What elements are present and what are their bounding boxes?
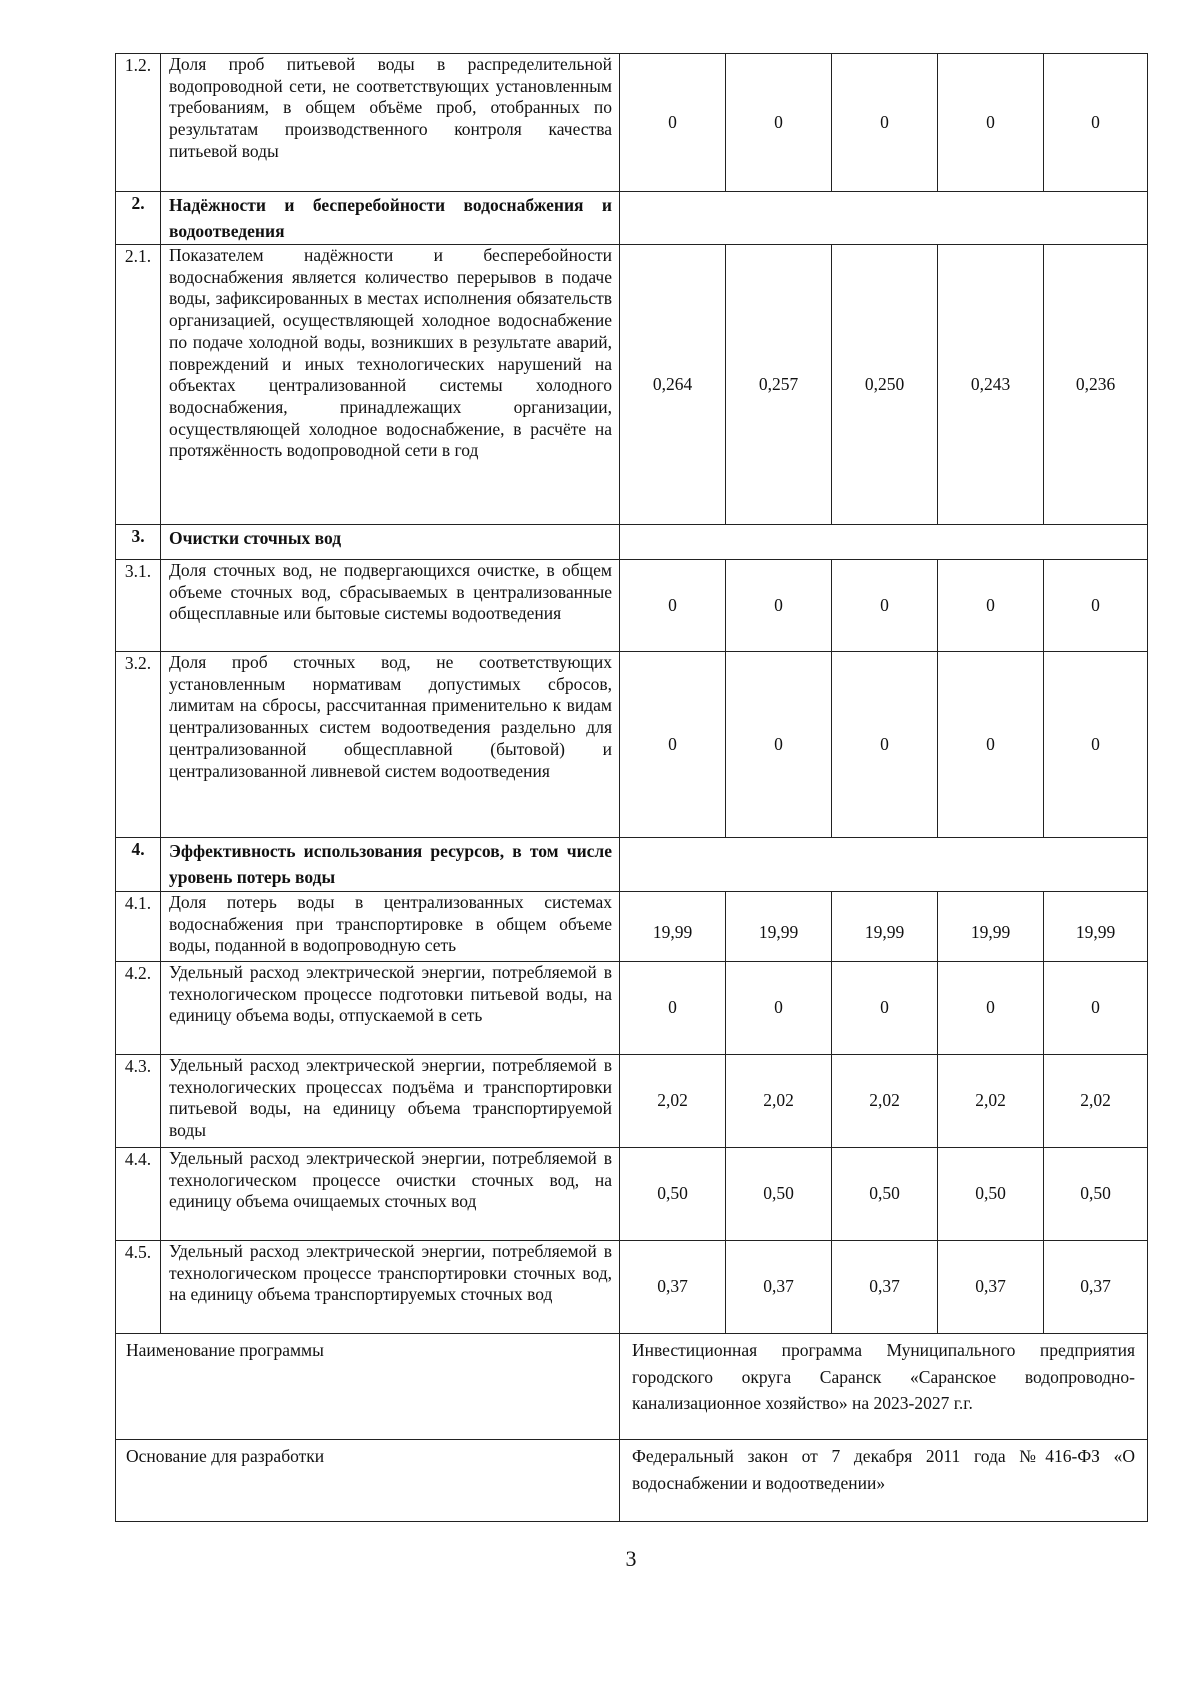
section-title: Надёжности и бесперебойности водоснабжения и водоотведения xyxy=(161,192,620,245)
value-cell: 0 xyxy=(726,560,832,652)
row-number: 4.2. xyxy=(116,962,161,1055)
value-cell: 0,50 xyxy=(620,1148,726,1241)
value-cell: 0 xyxy=(938,962,1044,1055)
indicators-table xyxy=(115,53,1148,1522)
program-row xyxy=(116,1334,1148,1440)
value-cell: 0,50 xyxy=(938,1148,1044,1241)
row-description: Доля проб питьевой воды в распределительной водопроводной сети, не соответствующих установленным требованиям, в общем объёме проб, отобранных по результатам производственного контроля качества питьевой воды xyxy=(161,54,620,192)
value-cell: 0 xyxy=(1044,652,1148,838)
table-row xyxy=(116,54,1148,192)
value-cell: 0,37 xyxy=(726,1241,832,1334)
table-row xyxy=(116,1148,1148,1241)
row-description: Показателем надёжности и бесперебойности водоснабжения является количество перерывов в подаче воды, зафиксированных в местах исполнения обязательств организацией, осуществляющей холодное водоснабжение по подаче холодной воды, возникших в результате аварий, повреждений и иных технологических нарушений на объектах централизованной системы холодного водоснабжения, принадлежащих организации, осуществляющей холодное водоснабжение, в расчёте на протяжённость водопроводной сети в год xyxy=(161,245,620,525)
value-cell: 2,02 xyxy=(620,1055,726,1148)
value-cell: 0 xyxy=(1044,962,1148,1055)
row-description: Доля проб сточных вод, не соответствующих установленным нормативам допустимых сбросов, лимитам на сбросы, рассчитанная применительно к видам централизованных систем водоотведения раздельно для централизованной общесплавной (бытовой) и централизованной ливневой систем водоотведения xyxy=(161,652,620,838)
row-description: Удельный расход электрической энергии, потребляемой в технологических процессах подъёма и транспортировки питьевой воды, на единицу объема транспортируемой воды xyxy=(161,1055,620,1148)
row-number: 1.2. xyxy=(116,54,161,192)
value-cell: 0 xyxy=(726,54,832,192)
program-value: Инвестиционная программа Муниципального предприятия городского округа Саранск «Саранское водопроводно-канализационное хозяйство» на 2023-2027 г.г. xyxy=(620,1334,1148,1440)
value-cell: 0 xyxy=(832,560,938,652)
value-cell: 19,99 xyxy=(726,892,832,962)
section-number: 3. xyxy=(116,525,161,560)
basis-row xyxy=(116,1440,1148,1522)
value-cell: 0,250 xyxy=(832,245,938,525)
row-number: 2.1. xyxy=(116,245,161,525)
value-cell: 2,02 xyxy=(832,1055,938,1148)
table-row xyxy=(116,962,1148,1055)
value-cell: 0 xyxy=(1044,54,1148,192)
value-cell: 19,99 xyxy=(938,892,1044,962)
row-number: 4.3. xyxy=(116,1055,161,1148)
row-number: 3.1. xyxy=(116,560,161,652)
value-cell: 0 xyxy=(726,962,832,1055)
section-title: Эффективность использования ресурсов, в том числе уровень потерь воды xyxy=(161,838,620,892)
value-cell: 0,236 xyxy=(1044,245,1148,525)
table-row xyxy=(116,245,1148,525)
value-cell: 0 xyxy=(832,652,938,838)
value-cell: 0,50 xyxy=(832,1148,938,1241)
section-row xyxy=(116,192,1148,245)
value-cell: 0 xyxy=(938,560,1044,652)
row-description: Удельный расход электрической энергии, потребляемой в технологическом процессе транспортировки сточных вод, на единицу объема транспортируемых сточных вод xyxy=(161,1241,620,1334)
value-cell: 0,37 xyxy=(1044,1241,1148,1334)
row-number: 4.5. xyxy=(116,1241,161,1334)
value-cell: 0 xyxy=(726,652,832,838)
basis-value: Федеральный закон от 7 декабря 2011 года №416-ФЗ «О водоснабжении и водоотведении» xyxy=(620,1440,1148,1522)
value-cell: 0,264 xyxy=(620,245,726,525)
value-cell: 0,257 xyxy=(726,245,832,525)
table-row xyxy=(116,1055,1148,1148)
row-description: Доля потерь воды в централизованных системах водоснабжения при транспортировке в общем объеме воды, поданной в водопроводную сеть xyxy=(161,892,620,962)
value-cell: 0,243 xyxy=(938,245,1044,525)
value-cell: 19,99 xyxy=(832,892,938,962)
value-cell: 0,50 xyxy=(726,1148,832,1241)
row-number: 4.4. xyxy=(116,1148,161,1241)
value-cell: 0,37 xyxy=(620,1241,726,1334)
row-description: Удельный расход электрической энергии, потребляемой в технологическом процессе подготовки питьевой воды, на единицу объема воды, отпускаемой в сеть xyxy=(161,962,620,1055)
value-cell: 0 xyxy=(938,54,1044,192)
value-cell: 19,99 xyxy=(1044,892,1148,962)
table-row xyxy=(116,652,1148,838)
section-empty-cell xyxy=(620,838,1148,892)
value-cell: 0 xyxy=(832,962,938,1055)
value-cell: 0 xyxy=(938,652,1044,838)
section-empty-cell xyxy=(620,192,1148,245)
value-cell: 0 xyxy=(832,54,938,192)
value-cell: 0,37 xyxy=(832,1241,938,1334)
value-cell: 2,02 xyxy=(1044,1055,1148,1148)
value-cell: 0,50 xyxy=(1044,1148,1148,1241)
page-number: 3 xyxy=(625,1546,637,1571)
table-row xyxy=(116,892,1148,962)
value-cell: 19,99 xyxy=(620,892,726,962)
value-cell: 0 xyxy=(620,962,726,1055)
section-row xyxy=(116,838,1148,892)
value-cell: 0 xyxy=(1044,560,1148,652)
value-cell: 0 xyxy=(620,54,726,192)
section-row xyxy=(116,525,1148,560)
section-title: Очистки сточных вод xyxy=(161,525,620,560)
section-empty-cell xyxy=(620,525,1148,560)
row-number: 3.2. xyxy=(116,652,161,838)
program-label: Наименование программы xyxy=(116,1334,620,1440)
value-cell: 2,02 xyxy=(726,1055,832,1148)
table-row xyxy=(116,560,1148,652)
row-number: 4.1. xyxy=(116,892,161,962)
table-row xyxy=(116,1241,1148,1334)
section-number: 2. xyxy=(116,192,161,245)
basis-label: Основание для разработки xyxy=(116,1440,620,1522)
row-description: Удельный расход электрической энергии, потребляемой в технологическом процессе очистки сточных вод, на единицу объема очищаемых сточных вод xyxy=(161,1148,620,1241)
value-cell: 2,02 xyxy=(938,1055,1044,1148)
row-description: Доля сточных вод, не подвергающихся очистке, в общем объеме сточных вод, сбрасываемых в централизованные общесплавные или бытовые системы водоотведения xyxy=(161,560,620,652)
indicators-body xyxy=(116,54,1148,1522)
value-cell: 0,37 xyxy=(938,1241,1044,1334)
value-cell: 0 xyxy=(620,560,726,652)
section-number: 4. xyxy=(116,838,161,892)
value-cell: 0 xyxy=(620,652,726,838)
